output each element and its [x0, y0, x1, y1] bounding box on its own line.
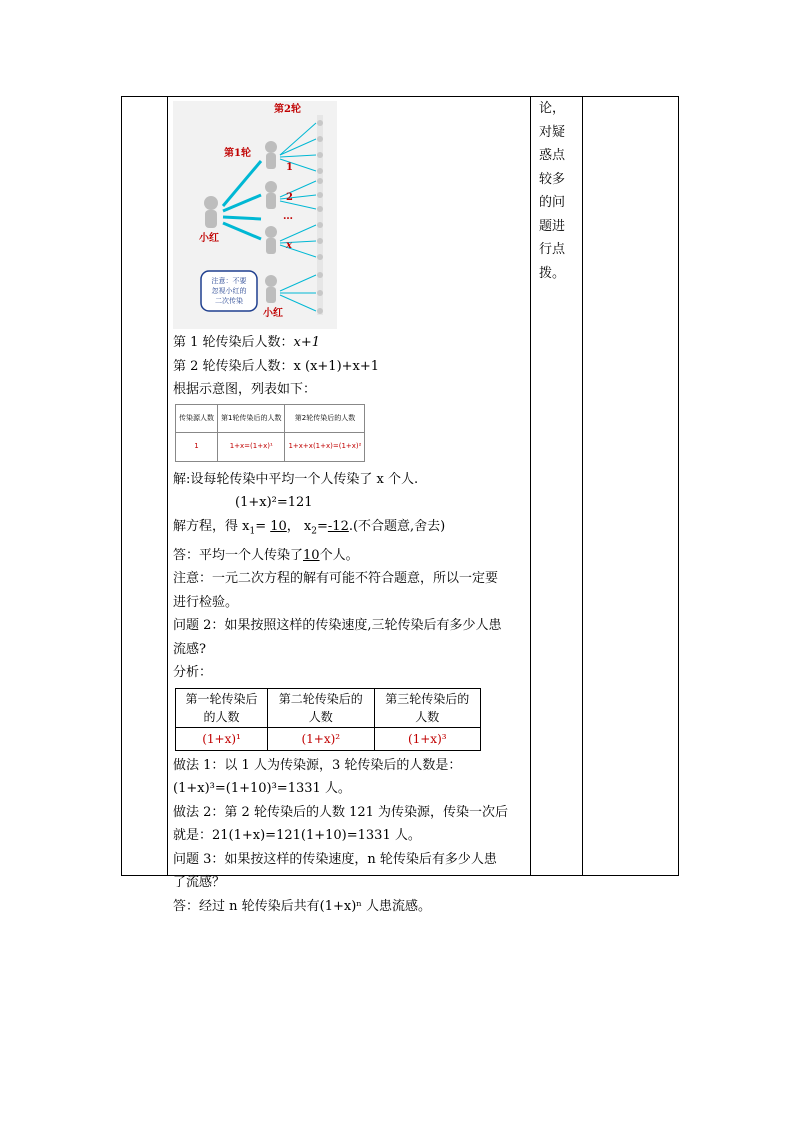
small-person-icons [317, 115, 323, 315]
table-cell: (1+x)³ [374, 727, 480, 750]
node-label: 1 [286, 162, 293, 173]
round2-label: 第2轮 [274, 104, 301, 115]
note-line: 较多 [539, 171, 566, 187]
question-3: 问题 3：如果按这样的传染速度，n 轮传染后有多少人患 [173, 851, 497, 867]
table-header: 第2轮传染后的人数 [285, 404, 365, 433]
table-header: 第二轮传染后的 人数 [268, 688, 374, 727]
person-icon [265, 141, 277, 303]
person-icon-source [204, 196, 218, 228]
note-line: 注意：一元二次方程的解有可能不符合题意，所以一定要 [173, 571, 499, 587]
equation: (1+x)²=121 [235, 495, 313, 510]
arrow-icons [223, 161, 261, 239]
node-label: 2 [286, 192, 293, 203]
note-line: 的问 [539, 195, 566, 210]
callout-text: 注意：不要 忽视小红的 二次传染 [211, 277, 247, 305]
method-1: (1+x)³=(1+10)³=1331 人。 [173, 781, 351, 797]
method-2: 做法 2：第 2 轮传染后的人数 121 为传染源，传染一次后 [173, 804, 509, 820]
table-header: 第1轮传染后的人数 [218, 404, 285, 433]
round1-count: 第 1 轮传染后人数：x+1 [173, 335, 321, 350]
note-line: 拨。 [539, 265, 566, 281]
table-cell: (1+x)¹ [176, 727, 268, 750]
note-line: 惑点 [539, 148, 566, 163]
note-line: 题进 [539, 218, 566, 234]
answer-3: 答：经过 n 轮传染后共有(1+x)ⁿ 人患流感。 [173, 898, 432, 914]
summary-table [175, 404, 365, 462]
table-cell: 1+x+x(1+x)=(1+x)² [285, 433, 365, 462]
bottom-label: 小红 [263, 308, 283, 319]
note-line: 论， [539, 101, 566, 116]
table-intro: 根据示意图，列表如下： [173, 382, 317, 397]
solution-setup: 解:设每轮传染中平均一个人传染了 x 个人. [173, 471, 419, 487]
node-label: x [286, 240, 292, 251]
method-1: 做法 1：以 1 人为传染源，3 轮传染后的人数是： [173, 757, 462, 773]
column-divider [530, 97, 531, 875]
node-label: … [283, 211, 293, 222]
question-2: 流感? [173, 641, 206, 657]
round1-label: 第1轮 [224, 148, 251, 159]
table-cell: 1+x=(1+x)¹ [218, 433, 285, 462]
teacher-note-column [535, 97, 575, 285]
infection-diagram [173, 101, 337, 329]
table-header: 传染源人数 [176, 404, 218, 433]
table-cell: (1+x)² [268, 727, 374, 750]
note-line: 行点 [539, 242, 566, 257]
analysis-label: 分析： [173, 665, 213, 681]
question-3: 了流感？ [173, 875, 226, 891]
column-divider [167, 97, 168, 875]
table-header: 第一轮传染后 的人数 [176, 688, 268, 727]
note-line: 对疑 [539, 124, 566, 140]
note-line: 进行检验。 [173, 594, 239, 610]
table-cell: 1 [176, 433, 218, 462]
roots: 解方程，得 $x_1= 10$， $x_2=-12$.(不合题意,舍去) [173, 518, 446, 537]
main-content [173, 101, 529, 918]
round2-count: 第 2 轮传染后人数：x (x+1)+x+1 [173, 358, 380, 374]
source-label: 小红 [199, 233, 219, 244]
method-2: 就是：21(1+x)=121(1+10)=1331 人。 [173, 828, 421, 844]
column-divider [582, 97, 583, 875]
lesson-table [121, 96, 679, 914]
analysis-table [175, 688, 481, 751]
table-header: 第三轮传染后的 人数 [374, 688, 480, 727]
answer-1: 答：平均一个人传染了10个人。 [173, 547, 359, 563]
question-2: 问题 2：如果按照这样的传染速度,三轮传染后有多少人患 [173, 618, 502, 634]
